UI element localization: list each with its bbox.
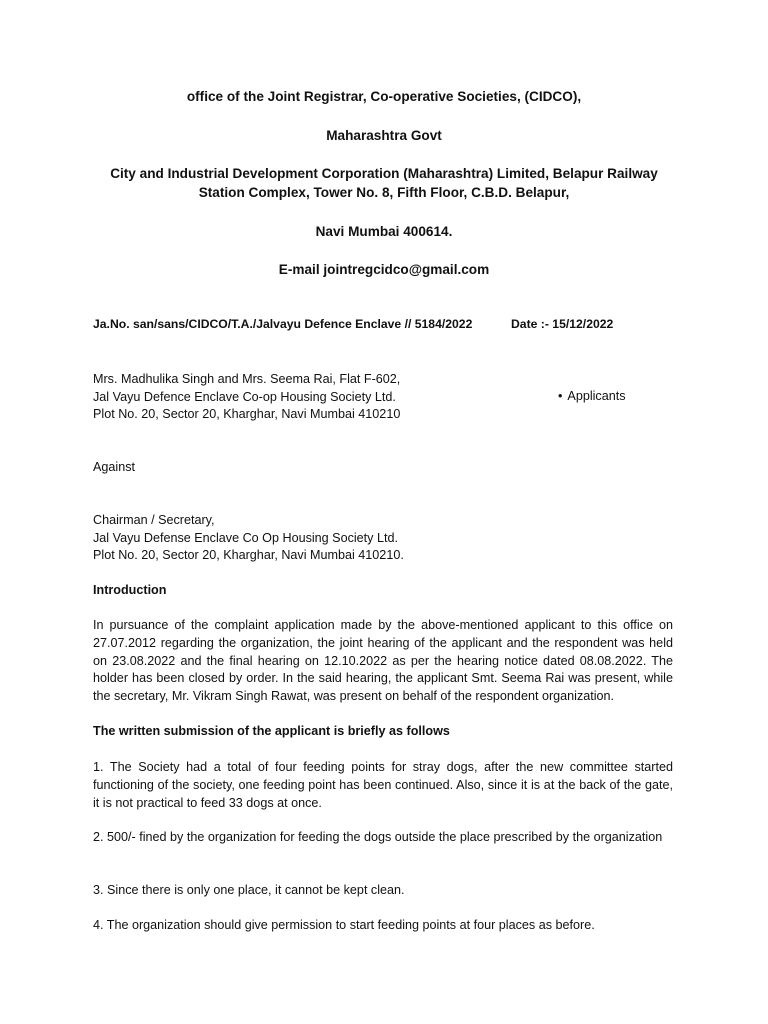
- applicant-line-3: Plot No. 20, Sector 20, Kharghar, Navi Mumbai 410210: [93, 407, 401, 421]
- reference-line: [93, 317, 673, 331]
- respondent-line-1: Chairman / Secretary,: [93, 513, 215, 527]
- office-title: office of the Joint Registrar, Co-operative Societies, (CIDCO),: [186, 89, 582, 104]
- email-line: E-mail jointregcidco@gmail.com: [278, 262, 490, 277]
- bullet-icon: •: [558, 389, 563, 403]
- applicants-text: Applicants: [567, 389, 626, 403]
- address-line-1: City and Industrial Development Corporation (Maharashtra) Limited, Belapur Railway: [110, 166, 658, 181]
- submission-point-1: 1. The Society had a total of four feeding points for stray dogs, after the new committee started functioning of the society, one feeding point has been continued. Also, since it is at the back of the gate, it is not practical to feed 33 dogs at once.: [93, 760, 673, 810]
- against-label: Against: [93, 460, 136, 474]
- applicant-line-1: Mrs. Madhulika Singh and Mrs. Seema Rai, Flat F-602,: [93, 372, 401, 386]
- respondent-line-3: Plot No. 20, Sector 20, Kharghar, Navi Mumbai 410210.: [93, 548, 404, 562]
- introduction-body: In pursuance of the complaint application made by the above-mentioned applicant to this office on 27.07.2012 regarding the organization, the joint hearing of the applicant and the respondent was held on 23.08.2022 and the final hearing on 12.10.2022 as per the hearing notice dated 08.08.2022. The holder has been closed by order. In the said hearing, the applicant Smt. Seema Rai was present, while the secretary, Mr. Vikram Singh Rawat, was present on behalf of the respondent organization.: [93, 618, 673, 704]
- city-line: Navi Mumbai 400614.: [315, 224, 453, 239]
- reference-date: Date :- 15/12/2022: [511, 317, 614, 331]
- applicants-label: [558, 389, 626, 403]
- submission-point-4: 4. The organization should give permission to start feeding points at four places as before.: [93, 918, 595, 932]
- submission-point-3: 3. Since there is only one place, it cannot be kept clean.: [93, 883, 405, 897]
- introduction-heading: Introduction: [93, 583, 167, 597]
- respondent-address: [93, 512, 673, 565]
- address-line-2: Station Complex, Tower No. 8, Fifth Floor, C.B.D. Belapur,: [198, 185, 570, 200]
- govt-title: Maharashtra Govt: [326, 128, 442, 143]
- submission-point-2: 2. 500/- fined by the organization for feeding the dogs outside the place prescribed by the organization: [93, 830, 663, 844]
- respondent-line-2: Jal Vayu Defense Enclave Co Op Housing Society Ltd.: [93, 530, 398, 545]
- applicant-line-2: Jal Vayu Defence Enclave Co-op Housing Society Ltd.: [93, 389, 396, 404]
- submission-heading: The written submission of the applicant is briefly as follows: [93, 724, 450, 738]
- reference-number: Ja.No. san/sans/CIDCO/T.A./Jalvayu Defence Enclave // 5184/2022: [93, 317, 473, 331]
